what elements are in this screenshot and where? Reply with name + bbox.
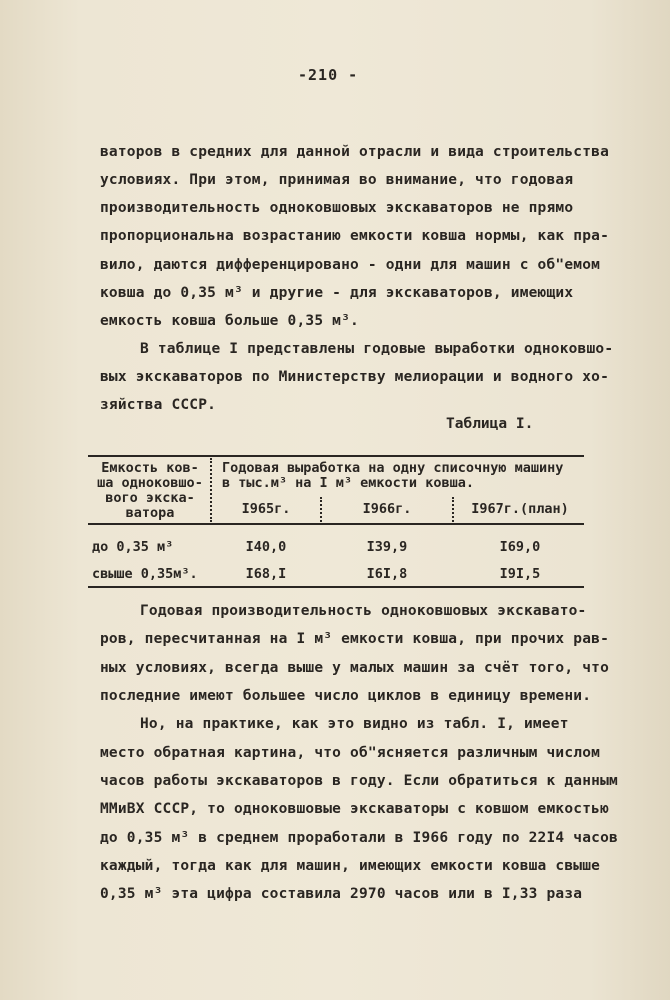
header-col1-line: вого экска- [105, 490, 195, 506]
text-line: ных условиях, всегда выше у малых машин за счёт того, что [100, 660, 609, 676]
text-line: ров, пересчитанная на I м³ емкости ковша, при прочих рав- [100, 631, 609, 647]
page-number: -210 - [298, 66, 359, 84]
header-group-line: в тыс.м³ на I м³ емкости ковша. [222, 475, 474, 491]
text-line: вых экскаваторов по Министерству мелиорации и водного хо- [100, 369, 609, 385]
text-line: ваторов в средних для данной отрасли и вида строительства [100, 144, 609, 160]
text-line: Годовая производительность одноковшовых экскавато- [140, 603, 587, 619]
text-line: каждый, тогда как для машин, имеющих емкости ковша свыше [100, 858, 601, 874]
text-line: условиях. При этом, принимая во внимание, что годовая [100, 172, 574, 188]
header-group-line: Годовая выработка на одну списочную машину [222, 460, 564, 476]
header-col1-line: ша одноковшо- [97, 475, 203, 491]
text-line: производительность одноковшовых экскаваторов не прямо [100, 200, 574, 216]
header-col1-line: Емкость ков- [101, 460, 199, 476]
text-line: емкость ковша больше 0,35 м³. [100, 313, 359, 329]
text-line: ММиВХ СССР, то одноковшовые экскаваторы с ковшом емкостью [100, 801, 609, 817]
text-line: последние имеют большее число циклов в единицу времени. [100, 688, 592, 704]
table-cell: I9I,5 [499, 566, 541, 582]
row-label: свыше 0,35м³. [92, 566, 198, 582]
year-header: I966г. [362, 501, 412, 517]
year-header: I965г. [241, 501, 291, 517]
text-line: место обратная картина, что об"ясняется различным числом [100, 745, 601, 761]
text-line: В таблице I представлены годовые выработки одноковшо- [140, 341, 614, 357]
column-separator [452, 497, 454, 522]
column-separator [320, 497, 322, 522]
table-cell: I39,9 [366, 539, 408, 555]
table-cell: I69,0 [499, 539, 541, 555]
text-line: вило, даются дифференцировано - одни для машин с об"емом [100, 257, 601, 273]
text-line: зяйства СССР. [100, 397, 217, 413]
table-bottom-rule [88, 586, 584, 588]
column-separator [210, 458, 212, 522]
table-top-rule [88, 455, 584, 457]
table-header-rule [88, 523, 584, 525]
text-line: 0,35 м³ эта цифра составила 2970 часов или в I,33 раза [100, 886, 583, 902]
year-header: I967г.(план) [471, 501, 569, 517]
text-line: пропорциональна возрастанию емкости ковша нормы, как пра- [100, 228, 609, 244]
text-line: ковша до 0,35 м³ и другие - для экскаваторов, имеющих [100, 285, 574, 301]
text-line: до 0,35 м³ в среднем проработали в I966 году по 22I4 часов [100, 830, 618, 846]
table-cell: I68,I [245, 566, 287, 582]
text-line: часов работы экскаваторов в году. Если обратиться к данным [100, 773, 618, 789]
row-label: до 0,35 м³ [92, 539, 174, 555]
table-cell: I40,0 [245, 539, 287, 555]
text-line: Но, на практике, как это видно из табл. I, имеет [140, 716, 569, 732]
header-col1-line: ватора [125, 505, 175, 521]
table-caption: Таблица I. [446, 416, 534, 432]
table-cell: I6I,8 [366, 566, 408, 582]
